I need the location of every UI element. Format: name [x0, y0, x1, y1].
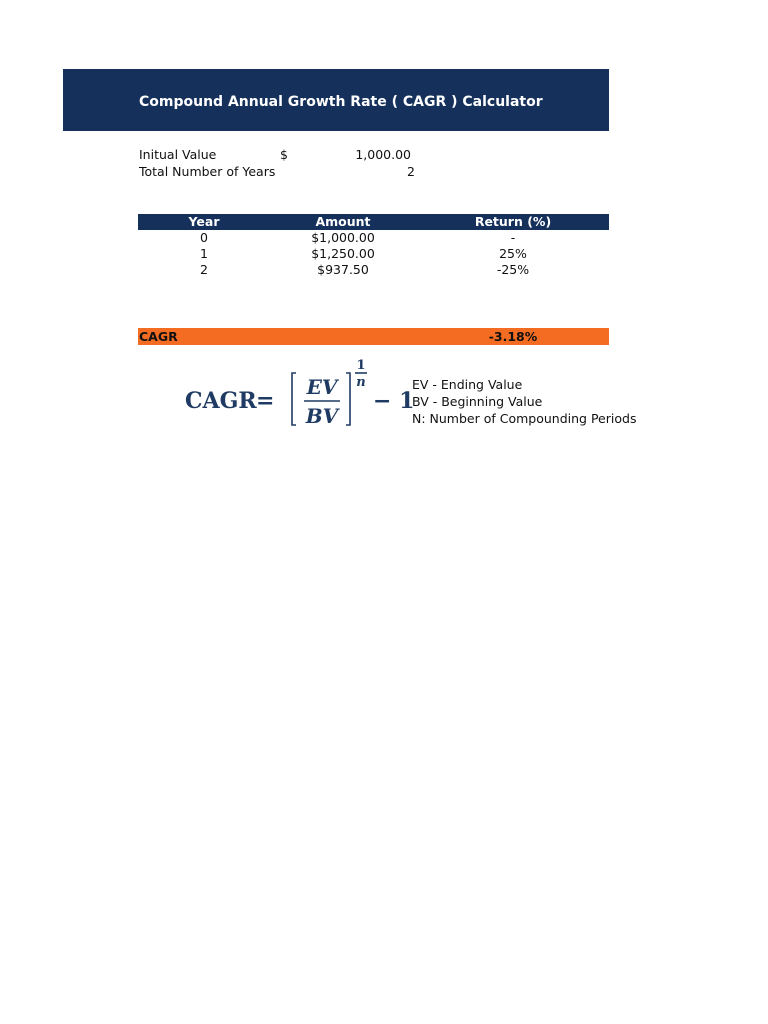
legend-ending-value: EV - Ending Value [412, 377, 523, 392]
initial-value-cell[interactable]: 1,000.00 [355, 147, 411, 162]
header-banner [63, 69, 609, 131]
return-cell[interactable]: -25% [496, 262, 530, 277]
amount-cell[interactable]: $1,000.00 [311, 230, 375, 245]
cagr-label: CAGR [139, 329, 178, 344]
column-header-year: Year [188, 214, 220, 229]
initial-value-label: Initual Value [139, 147, 217, 162]
cagr-value[interactable]: -3.18% [488, 329, 538, 344]
column-header-amount: Amount [315, 214, 371, 229]
year-cell[interactable]: 1 [200, 246, 208, 261]
formula-minus-one: − 1 [373, 388, 415, 414]
formula-numerator: EV [306, 375, 338, 399]
return-cell[interactable]: - [510, 230, 516, 245]
year-cell[interactable]: 0 [200, 230, 208, 245]
table-header [138, 214, 609, 230]
table-row [138, 246, 609, 262]
formula-legend [412, 377, 637, 431]
left-bracket [292, 373, 296, 425]
year-cell[interactable]: 2 [200, 262, 208, 277]
legend-compounding-periods: N: Number of Compounding Periods [412, 411, 637, 426]
formula-lhs: CAGR [185, 388, 257, 414]
years-value-cell[interactable]: 2 [407, 164, 415, 179]
column-header-return: Return (%) [474, 214, 552, 229]
right-bracket [346, 373, 350, 425]
page-title: Compound Annual Growth Rate ( CAGR ) Calculator [139, 94, 543, 110]
formula-equals: = [256, 388, 275, 414]
legend-beginning-value: BV - Beginning Value [412, 394, 543, 409]
cagr-formula-image [180, 353, 420, 433]
amount-cell[interactable]: $1,250.00 [311, 246, 375, 261]
formula-exponent-numerator: 1 [356, 358, 366, 373]
cagr-result-bar [138, 328, 609, 345]
table-row [138, 262, 609, 278]
return-cell[interactable]: 25% [499, 246, 527, 261]
years-label: Total Number of Years [139, 164, 276, 179]
amount-cell[interactable]: $937.50 [317, 262, 369, 277]
table-row [138, 230, 609, 246]
formula-exponent-denominator: n [356, 375, 366, 390]
currency-symbol: $ [280, 147, 288, 162]
formula-denominator: BV [305, 404, 339, 428]
